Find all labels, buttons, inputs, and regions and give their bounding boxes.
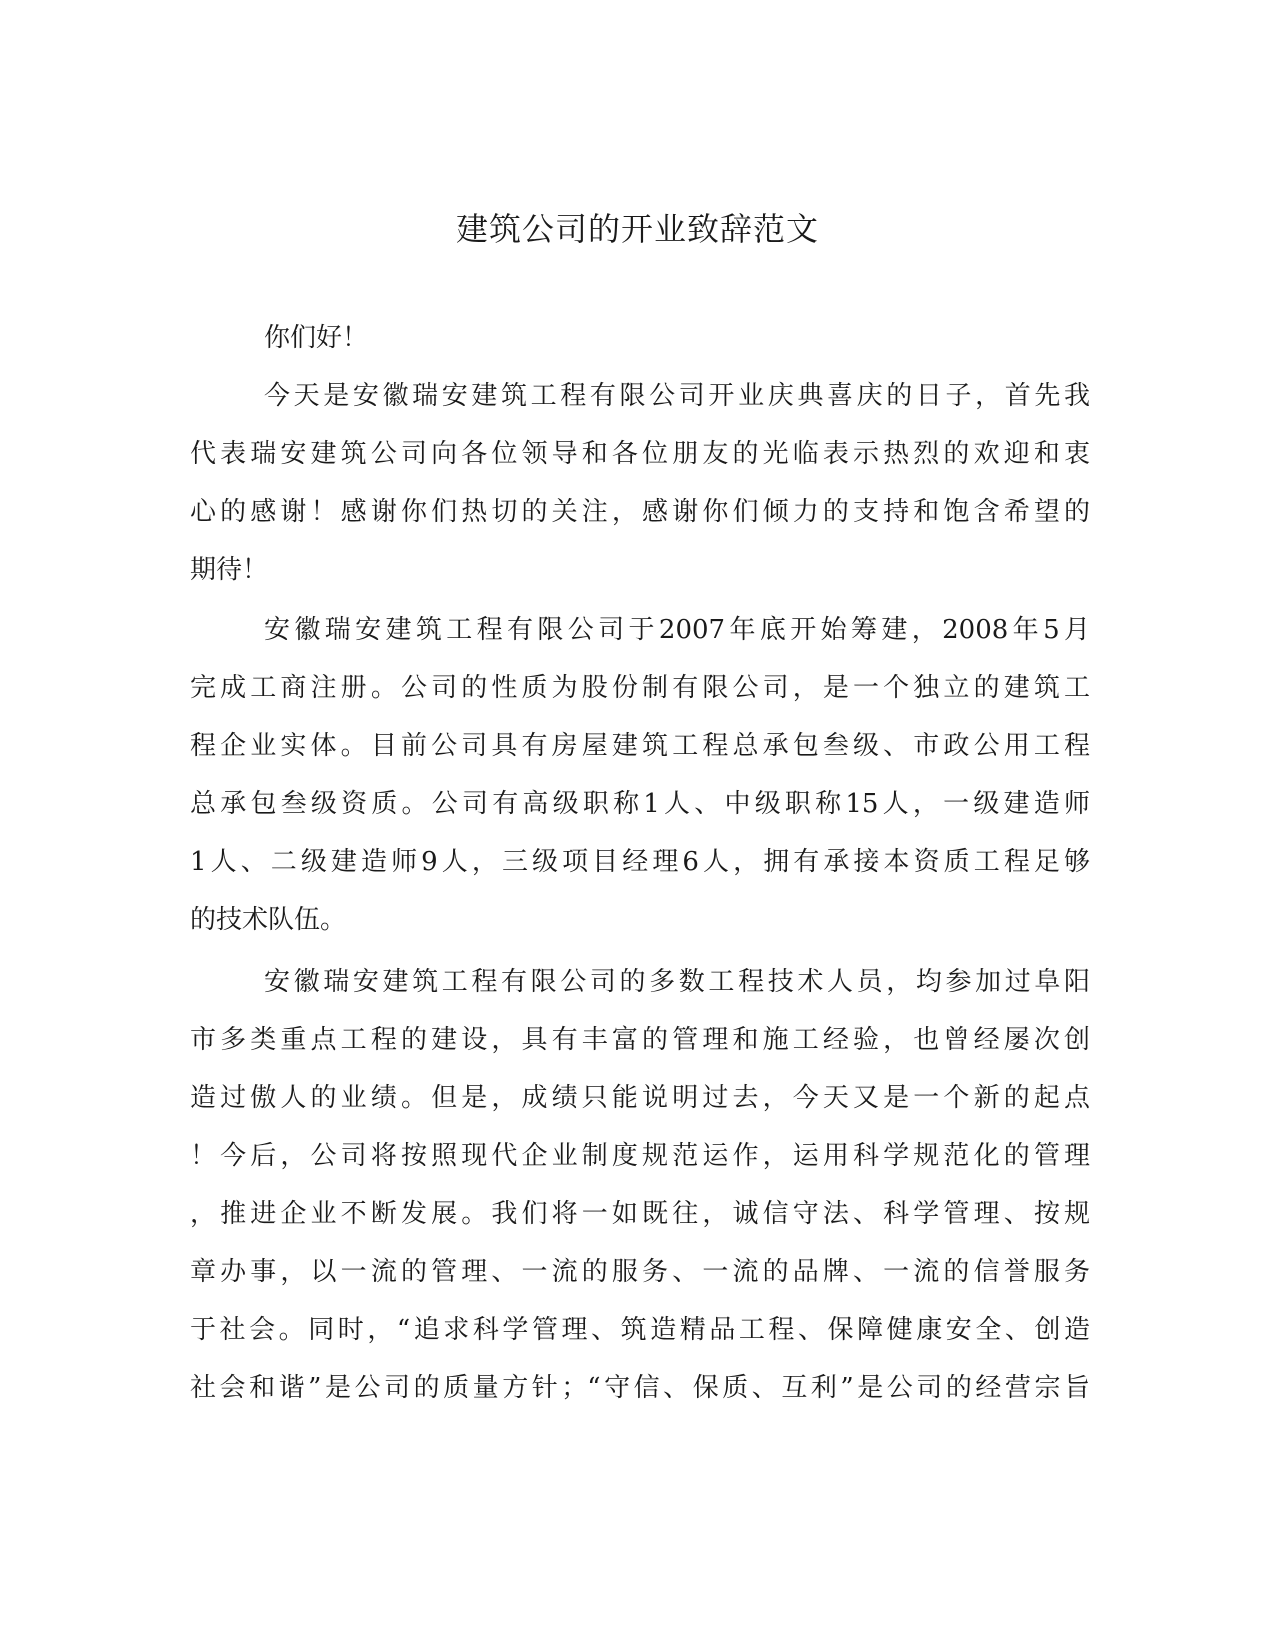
document-title: 建筑公司的开业致辞范文 [455,210,819,248]
paragraph-line: 的技术队伍。 [190,905,347,935]
paragraph-line: 程企业实体。目前公司具有房屋建筑工程总承包叁级、市政公用工程 [190,731,1090,761]
paragraph-line: 安徽瑞安建筑工程有限公司于2007年底开始筹建，2008年5月 [264,615,1090,645]
paragraph-line: 总承包叁级资质。公司有高级职称1人、中级职称15人，一级建造师 [190,789,1090,819]
paragraph-line: ！今后，公司将按照现代企业制度规范运作，运用科学规范化的管理 [190,1141,1090,1171]
paragraph-line: 章办事，以一流的管理、一流的服务、一流的品牌、一流的信誉服务 [190,1257,1090,1287]
greeting-line: 你们好！ [264,323,369,353]
paragraph-line: 市多类重点工程的建设，具有丰富的管理和施工经验，也曾经屡次创 [190,1025,1090,1055]
paragraph-line: 于社会。同时，“追求科学管理、筑造精品工程、保障健康安全、创造 [190,1315,1090,1345]
paragraph-line: 心的感谢！感谢你们热切的关注，感谢你们倾力的支持和饱含希望的 [190,497,1090,527]
paragraph-line: ，推进企业不断发展。我们将一如既往，诚信守法、科学管理、按规 [190,1199,1090,1229]
paragraph-line: 造过傲人的业绩。但是，成绩只能说明过去，今天又是一个新的起点 [190,1083,1090,1113]
paragraph-line: 今天是安徽瑞安建筑工程有限公司开业庆典喜庆的日子，首先我 [264,381,1090,411]
paragraph-line: 1人、二级建造师9人，三级项目经理6人，拥有承接本资质工程足够 [190,847,1090,877]
paragraph-line: 完成工商注册。公司的性质为股份制有限公司，是一个独立的建筑工 [190,673,1090,703]
paragraph-line: 期待！ [190,555,269,585]
paragraph-line: 代表瑞安建筑公司向各位领导和各位朋友的光临表示热烈的欢迎和衷 [190,439,1090,469]
paragraph-line: 社会和谐”是公司的质量方针；“守信、保质、互利”是公司的经营宗旨 [190,1373,1090,1403]
paragraph-line: 安徽瑞安建筑工程有限公司的多数工程技术人员，均参加过阜阳 [264,967,1090,997]
